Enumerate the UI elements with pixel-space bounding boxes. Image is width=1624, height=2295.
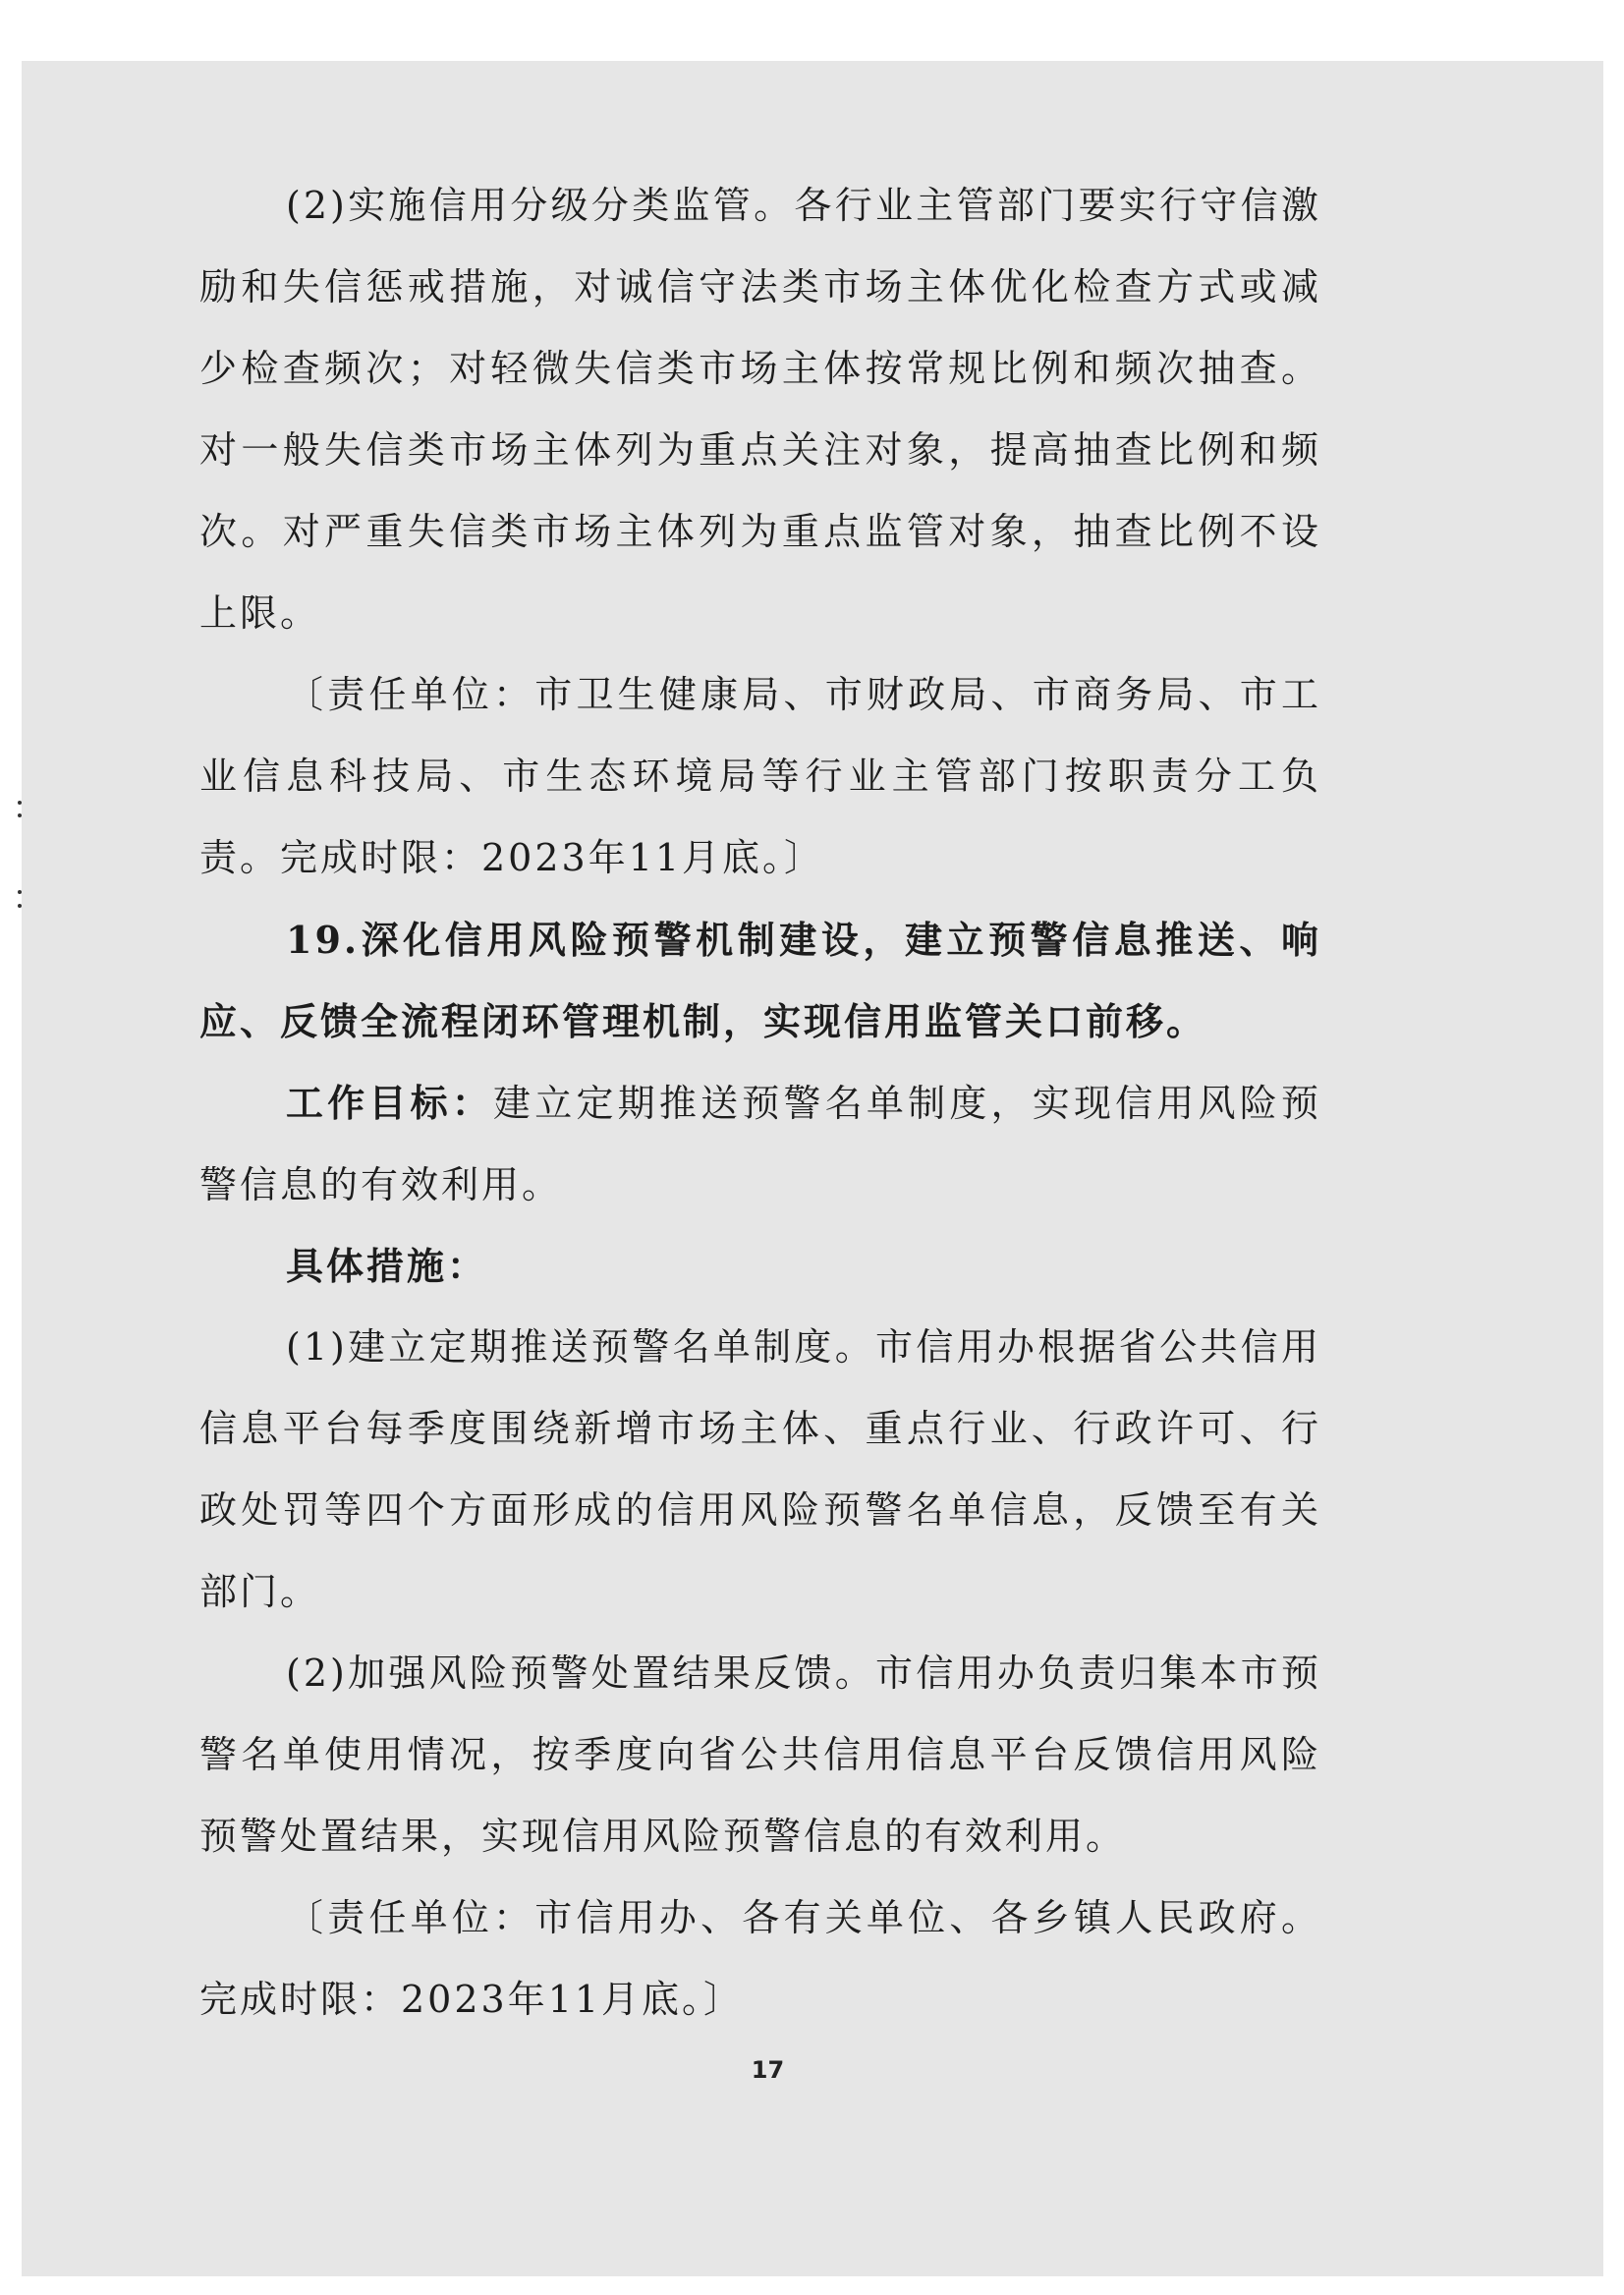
scan-mark (18, 890, 22, 894)
paragraph-measure-1: (1)建立定期推送预警名单制度。市信用办根据省公共信用信息平台每季度围绕新增市场主体、重点行业、行政许可、行政处罚等四个方面形成的信用风险预警名单信息，反馈至有关部门。 (199, 1325, 1321, 1613)
scan-mark (18, 801, 22, 805)
scan-mark (18, 813, 22, 817)
paragraph-item-19-heading: 19.深化信用风险预警机制建设，建立预警信息推送、响应、反馈全流程闭环管理机制，实现信用监管关口前移。 (199, 918, 1321, 1043)
paragraph-specific-measures: 具体措施： (286, 1244, 488, 1288)
paragraph-credit-supervision: (2)实施信用分级分类监管。各行业主管部门要实行守信激励和失信惩戒措施，对诚信守法类市场主体优化检查方式或减少检查频次；对轻微失信类市场主体按常规比例和频次抽查。对一般失信类市场主体列为重点关注对象，提高抽查比例和频次。对严重失信类市场主体列为重点监管对象，抽查比例不设上限。 (199, 184, 1321, 635)
page-number: 17 (751, 2056, 785, 2084)
paragraph-responsibility-2: 〔责任单位：市信用办、各有关单位、各乡镇人民政府。完成时限：2023年11月底。〕 (199, 1896, 1321, 2021)
work-goal-label: 工作目标： (286, 1081, 494, 1125)
paragraph-work-goal (199, 1062, 1321, 1226)
paragraph-responsibility-1: 〔责任单位：市卫生健康局、市财政局、市商务局、市工业信息科技局、市生态环境局等行业主管部门按职责分工负责。完成时限：2023年11月底。〕 (199, 673, 1321, 879)
scan-mark (18, 904, 22, 908)
paragraph-measure-2: (2)加强风险预警处置结果反馈。市信用办负责归集本市预警名单使用情况，按季度向省公共信用信息平台反馈信用风险预警处置结果，实现信用风险预警信息的有效利用。 (199, 1651, 1321, 1858)
work-goal-text: 建立定期推送预警名单制度，实现信用风险预警信息的有效利用。 (199, 1082, 1321, 1206)
